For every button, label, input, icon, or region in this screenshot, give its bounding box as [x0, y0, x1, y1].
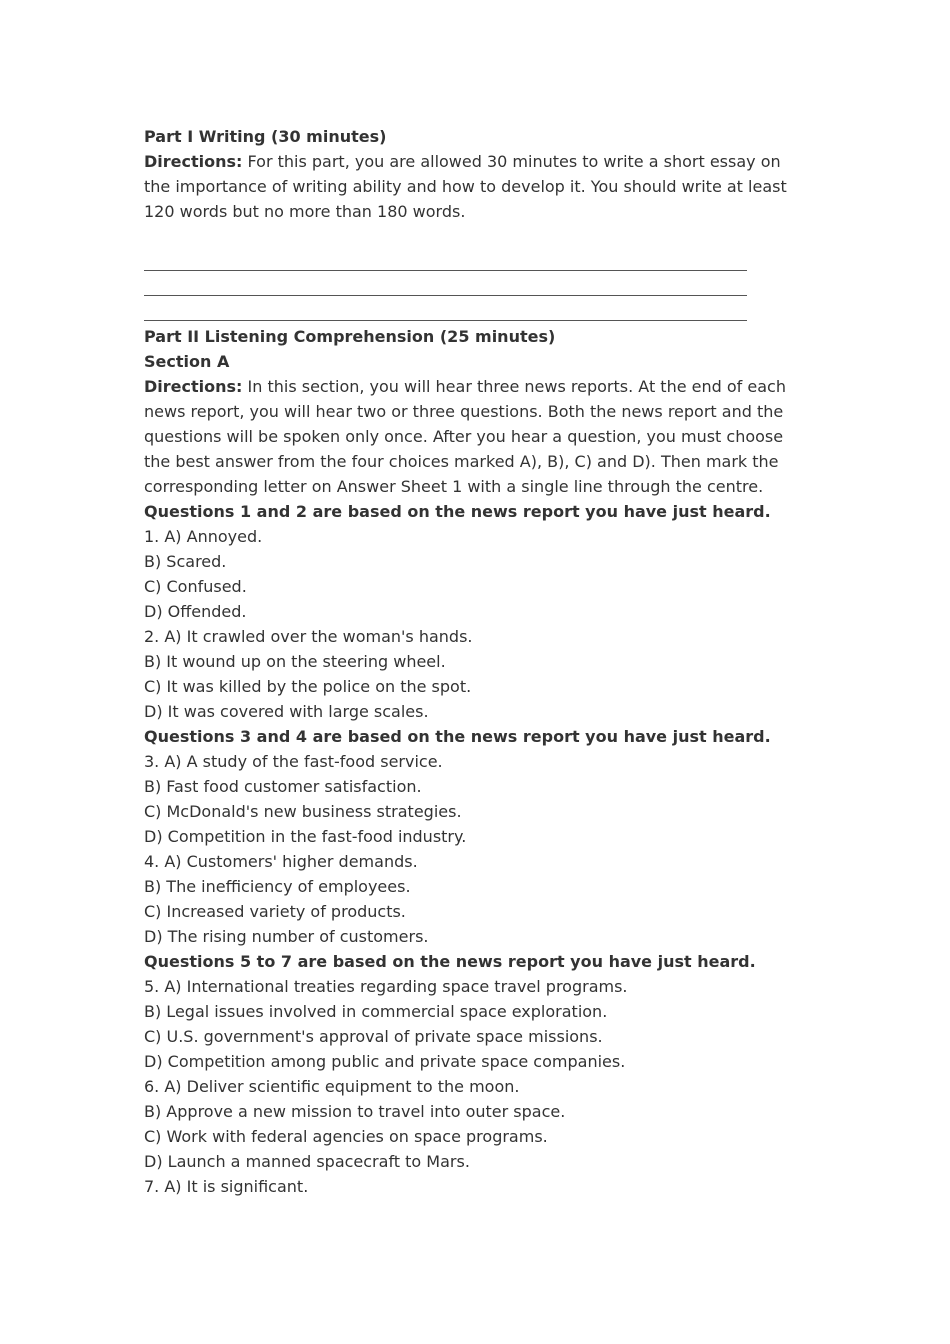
question-groups — [144, 499, 814, 1199]
spacer — [144, 224, 814, 249]
answer-option: 3. A) A study of the fast-food service. — [144, 752, 443, 771]
answer-option: C) Confused. — [144, 577, 247, 596]
answer-line-2[interactable] — [144, 274, 814, 299]
question-group-instruction: Questions 5 to 7 are based on the news report you have just heard. — [144, 952, 756, 971]
question-group — [144, 499, 814, 724]
answer-option: B) It wound up on the steering wheel. — [144, 652, 446, 671]
answer-option: D) Competition among public and private space companies. — [144, 1052, 626, 1071]
answer-rule — [144, 270, 747, 271]
question-group — [144, 724, 814, 949]
answer-option: C) McDonald's new business strategies. — [144, 802, 462, 821]
answer-option: B) Legal issues involved in commercial space exploration. — [144, 1002, 608, 1021]
answer-option: D) The rising number of customers. — [144, 927, 429, 946]
answer-option: C) Work with federal agencies on space programs. — [144, 1127, 548, 1146]
part1-directions-text: For this part, you are allowed 30 minutes to write a short essay on the importance of writing ability and how to develop it. You should write at least 120 words but no more than 180 words. — [144, 152, 787, 221]
answer-option: B) Fast food customer satisfaction. — [144, 777, 422, 796]
answer-option: 4. A) Customers' higher demands. — [144, 852, 418, 871]
answer-option: B) The inefficiency of employees. — [144, 877, 411, 896]
answer-line-1[interactable] — [144, 249, 814, 274]
answer-option: D) Competition in the fast-food industry. — [144, 827, 467, 846]
answer-option: C) Increased variety of products. — [144, 902, 406, 921]
part1-directions — [144, 149, 804, 224]
part1-directions-label: Directions: — [144, 152, 243, 171]
part1-heading: Part I Writing (30 minutes) — [144, 127, 387, 146]
answer-option: 6. A) Deliver scientific equipment to the moon. — [144, 1077, 520, 1096]
answer-option: C) It was killed by the police on the spot. — [144, 677, 472, 696]
answer-option: 1. A) Annoyed. — [144, 527, 263, 546]
question-group-instruction: Questions 3 and 4 are based on the news report you have just heard. — [144, 727, 771, 746]
part2-directions-text: In this section, you will hear three news reports. At the end of each news report, you will hear two or three questions. Both the news report and the questions will be spoken only once. After you hear a question, you must choose the best answer from the four choices marked A), B), C) and D). Then mark the corresponding letter on Answer Sheet 1 with a single line through the centre. — [144, 377, 786, 496]
answer-rule — [144, 320, 747, 321]
question-group — [144, 949, 814, 1199]
answer-option: C) U.S. government's approval of private space missions. — [144, 1027, 603, 1046]
answer-option: 5. A) International treaties regarding space travel programs. — [144, 977, 628, 996]
part2-heading: Part II Listening Comprehension (25 minutes) — [144, 327, 556, 346]
document-page — [144, 124, 814, 1199]
answer-option: 7. A) It is significant. — [144, 1177, 309, 1196]
section-a-heading: Section A — [144, 352, 230, 371]
question-group-instruction: Questions 1 and 2 are based on the news report you have just heard. — [144, 502, 771, 521]
answer-option: B) Scared. — [144, 552, 227, 571]
answer-option: D) Offended. — [144, 602, 247, 621]
part2-directions-label: Directions: — [144, 377, 243, 396]
part2-directions — [144, 374, 804, 499]
answer-option: D) It was covered with large scales. — [144, 702, 429, 721]
answer-line-3[interactable] — [144, 299, 814, 324]
answer-option: 2. A) It crawled over the woman's hands. — [144, 627, 473, 646]
answer-rule — [144, 295, 747, 296]
answer-option: D) Launch a manned spacecraft to Mars. — [144, 1152, 470, 1171]
answer-option: B) Approve a new mission to travel into outer space. — [144, 1102, 566, 1121]
